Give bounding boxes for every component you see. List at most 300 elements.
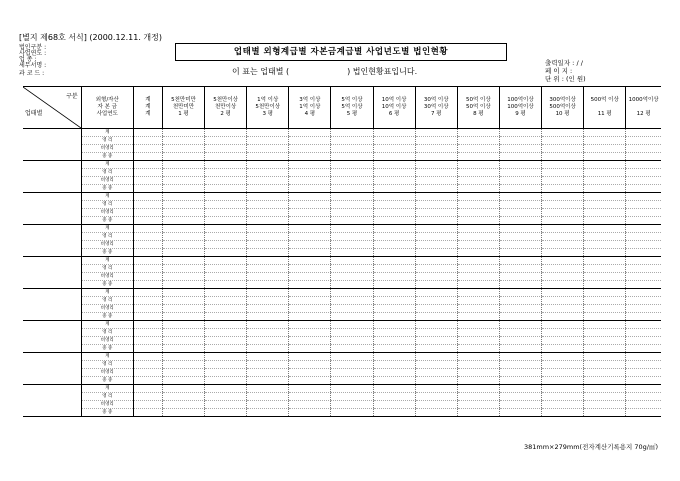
column-header-line: 5억 이상: [341, 104, 363, 110]
value-cell: [331, 145, 373, 153]
row-label: 중 중: [81, 313, 133, 321]
value-cell: [457, 377, 499, 385]
value-cell: [289, 337, 331, 345]
value-cell: [289, 161, 331, 169]
value-cell: [205, 289, 247, 297]
value-cell: [499, 377, 541, 385]
value-cell: [626, 409, 661, 417]
column-header-line: 5천만이상: [213, 97, 238, 103]
value-cell: [415, 241, 457, 249]
value-cell: [499, 185, 541, 193]
value-cell: [415, 177, 457, 185]
value-cell: [415, 249, 457, 257]
value-cell: [499, 313, 541, 321]
value-cell: [247, 353, 289, 361]
value-cell: [331, 297, 373, 305]
column-header-line: 10 평: [555, 111, 570, 117]
value-cell: [373, 345, 415, 353]
value-cell: [499, 129, 541, 137]
value-cell: [542, 249, 584, 257]
value-cell: [584, 161, 626, 169]
value-cell: [457, 337, 499, 345]
value-cell: [499, 153, 541, 161]
row-label: 중 중: [81, 377, 133, 385]
value-cell: [542, 289, 584, 297]
value-cell: [373, 329, 415, 337]
table-row: [23, 337, 661, 345]
value-cell: [626, 209, 661, 217]
value-cell: [289, 409, 331, 417]
value-cell: [289, 329, 331, 337]
value-cell: [542, 217, 584, 225]
value-cell: [415, 353, 457, 361]
value-cell: [247, 313, 289, 321]
value-cell: [626, 393, 661, 401]
value-cell: [331, 129, 373, 137]
value-cell: [415, 361, 457, 369]
value-cell: [289, 321, 331, 329]
column-header-line: 30억 이상: [423, 97, 449, 103]
table-row: [23, 369, 661, 377]
value-cell: [626, 345, 661, 353]
value-cell: [289, 137, 331, 145]
value-cell: [415, 329, 457, 337]
value-cell: [584, 321, 626, 329]
value-cell: [162, 353, 204, 361]
value-cell: [499, 337, 541, 345]
column-header-1: [133, 87, 162, 129]
value-cell: [247, 305, 289, 313]
table-row: [23, 329, 661, 337]
value-cell: [373, 361, 415, 369]
value-cell: [542, 233, 584, 241]
value-cell: [162, 329, 204, 337]
report-title: 업태별 외형계급별 자본금계급별 사업년도별 법인현황: [175, 43, 507, 61]
value-cell: [584, 265, 626, 273]
value-cell: [162, 153, 204, 161]
value-cell: [162, 185, 204, 193]
column-header-9: [457, 87, 499, 129]
value-cell: [584, 313, 626, 321]
value-cell: [626, 369, 661, 377]
value-cell: [247, 393, 289, 401]
report-notice: [232, 66, 417, 77]
value-cell: [373, 257, 415, 265]
value-cell: [373, 169, 415, 177]
value-cell: [133, 377, 162, 385]
table-header-row: [23, 87, 661, 129]
table-row: [23, 129, 661, 137]
value-cell: [205, 273, 247, 281]
notice-suffix: ) 법인현황표입니다.: [347, 67, 418, 76]
value-cell: [162, 129, 204, 137]
value-cell: [331, 185, 373, 193]
meta-tax-office: 세무서명 :: [19, 62, 47, 69]
row-label: 계: [81, 257, 133, 265]
column-header-line: 5억 이상: [341, 97, 363, 103]
column-header-line: 30억 이상: [423, 104, 449, 110]
value-cell: [289, 273, 331, 281]
value-cell: [247, 257, 289, 265]
value-cell: [289, 385, 331, 393]
value-cell: [205, 185, 247, 193]
value-cell: [373, 137, 415, 145]
value-cell: [584, 289, 626, 297]
value-cell: [584, 385, 626, 393]
row-label: 중 중: [81, 185, 133, 193]
value-cell: [289, 177, 331, 185]
value-cell: [247, 177, 289, 185]
value-cell: [457, 233, 499, 241]
column-header-line: 계: [145, 111, 151, 117]
value-cell: [415, 137, 457, 145]
value-cell: [162, 225, 204, 233]
table-row: [23, 297, 661, 305]
value-cell: [626, 377, 661, 385]
value-cell: [584, 369, 626, 377]
value-cell: [133, 137, 162, 145]
value-cell: [331, 249, 373, 257]
value-cell: [205, 297, 247, 305]
value-cell: [205, 353, 247, 361]
label-column-header: [81, 87, 133, 129]
value-cell: [415, 345, 457, 353]
value-cell: [584, 153, 626, 161]
value-cell: [373, 305, 415, 313]
value-cell: [457, 361, 499, 369]
value-cell: [205, 345, 247, 353]
value-cell: [626, 281, 661, 289]
column-header-line: 50억 이상: [466, 97, 491, 103]
table-row: [23, 201, 661, 209]
value-cell: [542, 257, 584, 265]
table-row: [23, 353, 661, 361]
value-cell: [133, 201, 162, 209]
value-cell: [457, 257, 499, 265]
value-cell: [457, 185, 499, 193]
column-header-line: 100억이상: [507, 97, 534, 103]
value-cell: [457, 345, 499, 353]
value-cell: [373, 321, 415, 329]
value-cell: [542, 265, 584, 273]
value-cell: [457, 329, 499, 337]
value-cell: [331, 337, 373, 345]
value-cell: [247, 265, 289, 273]
value-cell: [457, 393, 499, 401]
value-cell: [584, 225, 626, 233]
value-cell: [373, 161, 415, 169]
value-cell: [331, 169, 373, 177]
value-cell: [205, 161, 247, 169]
value-cell: [499, 161, 541, 169]
row-label: 비영리: [81, 337, 133, 345]
industry-cell: [23, 353, 81, 385]
value-cell: [457, 225, 499, 233]
value-cell: [289, 193, 331, 201]
column-header-3: [205, 87, 247, 129]
value-cell: [499, 401, 541, 409]
value-cell: [331, 193, 373, 201]
label-header-line: 외형/자산: [95, 97, 119, 103]
value-cell: [584, 233, 626, 241]
value-cell: [205, 233, 247, 241]
value-cell: [133, 177, 162, 185]
value-cell: [289, 249, 331, 257]
value-cell: [542, 401, 584, 409]
value-cell: [626, 161, 661, 169]
value-cell: [373, 225, 415, 233]
value-cell: [584, 241, 626, 249]
value-cell: [205, 217, 247, 225]
value-cell: [289, 233, 331, 241]
value-cell: [415, 161, 457, 169]
table-row: [23, 393, 661, 401]
column-header-line: 1 평: [178, 111, 189, 117]
value-cell: [373, 265, 415, 273]
value-cell: [205, 369, 247, 377]
value-cell: [331, 217, 373, 225]
value-cell: [626, 145, 661, 153]
value-cell: [133, 209, 162, 217]
value-cell: [205, 249, 247, 257]
value-cell: [289, 313, 331, 321]
value-cell: [289, 145, 331, 153]
row-label: 영 리: [81, 297, 133, 305]
value-cell: [499, 353, 541, 361]
value-cell: [457, 289, 499, 297]
column-header-line: 3 평: [262, 111, 273, 117]
value-cell: [247, 225, 289, 233]
value-cell: [289, 393, 331, 401]
column-header-8: [415, 87, 457, 129]
table-row: [23, 401, 661, 409]
column-header-line: 2 평: [220, 111, 231, 117]
value-cell: [133, 153, 162, 161]
value-cell: [205, 313, 247, 321]
column-header-line: 5천만이상: [255, 104, 281, 110]
meta-unit: 단 위 : (인 원): [545, 75, 586, 83]
value-cell: [331, 225, 373, 233]
column-header-line: 계: [145, 104, 151, 110]
value-cell: [331, 361, 373, 369]
value-cell: [162, 265, 204, 273]
value-cell: [626, 193, 661, 201]
value-cell: [415, 377, 457, 385]
value-cell: [289, 353, 331, 361]
value-cell: [289, 153, 331, 161]
value-cell: [133, 241, 162, 249]
row-label: 영 리: [81, 265, 133, 273]
row-label: 비영리: [81, 241, 133, 249]
meta-print-date: 출력일자 : / /: [545, 59, 583, 67]
value-cell: [457, 313, 499, 321]
value-cell: [289, 265, 331, 273]
value-cell: [542, 161, 584, 169]
column-header-line: 50억 이상: [466, 104, 491, 110]
value-cell: [415, 265, 457, 273]
value-cell: [205, 377, 247, 385]
value-cell: [289, 281, 331, 289]
value-cell: [457, 129, 499, 137]
value-cell: [584, 401, 626, 409]
value-cell: [247, 337, 289, 345]
value-cell: [205, 153, 247, 161]
value-cell: [542, 409, 584, 417]
value-cell: [499, 385, 541, 393]
value-cell: [373, 209, 415, 217]
value-cell: [542, 321, 584, 329]
value-cell: [542, 305, 584, 313]
value-cell: [542, 209, 584, 217]
value-cell: [205, 241, 247, 249]
column-header-line: 5천만미만: [171, 97, 196, 103]
value-cell: [373, 377, 415, 385]
value-cell: [415, 209, 457, 217]
value-cell: [499, 329, 541, 337]
value-cell: [626, 401, 661, 409]
value-cell: [133, 409, 162, 417]
corner-header: [23, 87, 81, 129]
value-cell: [162, 209, 204, 217]
value-cell: [331, 353, 373, 361]
value-cell: [499, 345, 541, 353]
value-cell: [247, 249, 289, 257]
value-cell: [415, 337, 457, 345]
value-cell: [457, 265, 499, 273]
column-header-7: [373, 87, 415, 129]
row-label: 영 리: [81, 361, 133, 369]
value-cell: [133, 193, 162, 201]
value-cell: [289, 297, 331, 305]
value-cell: [205, 129, 247, 137]
value-cell: [205, 265, 247, 273]
value-cell: [289, 257, 331, 265]
value-cell: [133, 145, 162, 153]
value-cell: [373, 385, 415, 393]
value-cell: [247, 289, 289, 297]
value-cell: [415, 233, 457, 241]
table-row: [23, 177, 661, 185]
value-cell: [162, 249, 204, 257]
meta-corp-type: 법인구분 :: [19, 44, 47, 51]
value-cell: [133, 321, 162, 329]
column-header-line: [584, 104, 625, 111]
row-label: 비영리: [81, 273, 133, 281]
value-cell: [626, 337, 661, 345]
statistics-table: [23, 86, 661, 417]
value-cell: [584, 209, 626, 217]
value-cell: [133, 313, 162, 321]
value-cell: [499, 241, 541, 249]
value-cell: [626, 169, 661, 177]
value-cell: [205, 177, 247, 185]
row-label: 영 리: [81, 233, 133, 241]
value-cell: [133, 225, 162, 233]
row-label: 영 리: [81, 329, 133, 337]
column-header-line: 500억 이상: [590, 97, 619, 103]
value-cell: [415, 225, 457, 233]
row-label: 계: [81, 353, 133, 361]
table-row: [23, 313, 661, 321]
value-cell: [542, 361, 584, 369]
value-cell: [626, 177, 661, 185]
column-header-line: 10억 이상: [381, 104, 407, 110]
value-cell: [247, 217, 289, 225]
value-cell: [415, 169, 457, 177]
value-cell: [499, 145, 541, 153]
value-cell: [542, 369, 584, 377]
value-cell: [247, 377, 289, 385]
value-cell: [542, 329, 584, 337]
value-cell: [247, 145, 289, 153]
value-cell: [415, 385, 457, 393]
value-cell: [205, 193, 247, 201]
value-cell: [331, 401, 373, 409]
value-cell: [584, 201, 626, 209]
value-cell: [499, 393, 541, 401]
column-header-6: [331, 87, 373, 129]
value-cell: [289, 201, 331, 209]
value-cell: [415, 193, 457, 201]
value-cell: [162, 401, 204, 409]
value-cell: [457, 249, 499, 257]
table-row: [23, 249, 661, 257]
value-cell: [289, 369, 331, 377]
column-header-11: [542, 87, 584, 129]
value-cell: [331, 329, 373, 337]
value-cell: [584, 281, 626, 289]
value-cell: [289, 401, 331, 409]
value-cell: [373, 201, 415, 209]
row-label: 중 중: [81, 249, 133, 257]
value-cell: [162, 337, 204, 345]
column-header-line: 4 평: [304, 111, 316, 117]
value-cell: [373, 145, 415, 153]
column-header-line: 천만미만: [172, 104, 195, 110]
value-cell: [205, 337, 247, 345]
column-header-line: 1억 이상: [257, 97, 279, 103]
value-cell: [331, 161, 373, 169]
value-cell: [499, 257, 541, 265]
value-cell: [331, 209, 373, 217]
table-row: [23, 289, 661, 297]
value-cell: [457, 169, 499, 177]
value-cell: [499, 305, 541, 313]
value-cell: [542, 153, 584, 161]
value-cell: [542, 145, 584, 153]
value-cell: [373, 337, 415, 345]
value-cell: [247, 281, 289, 289]
meta-fiscal-year: 사업연도 :: [19, 50, 47, 57]
column-header-4: [247, 87, 289, 129]
value-cell: [584, 329, 626, 337]
value-cell: [133, 401, 162, 409]
value-cell: [162, 193, 204, 201]
column-header-line: 10억 이상: [381, 97, 407, 103]
value-cell: [415, 281, 457, 289]
row-label: 중 중: [81, 281, 133, 289]
value-cell: [133, 281, 162, 289]
value-cell: [289, 377, 331, 385]
table-row: [23, 385, 661, 393]
value-cell: [415, 153, 457, 161]
value-cell: [205, 281, 247, 289]
value-cell: [626, 305, 661, 313]
value-cell: [415, 305, 457, 313]
value-cell: [205, 401, 247, 409]
label-header-line: 자 본 금: [97, 104, 117, 110]
value-cell: [542, 177, 584, 185]
